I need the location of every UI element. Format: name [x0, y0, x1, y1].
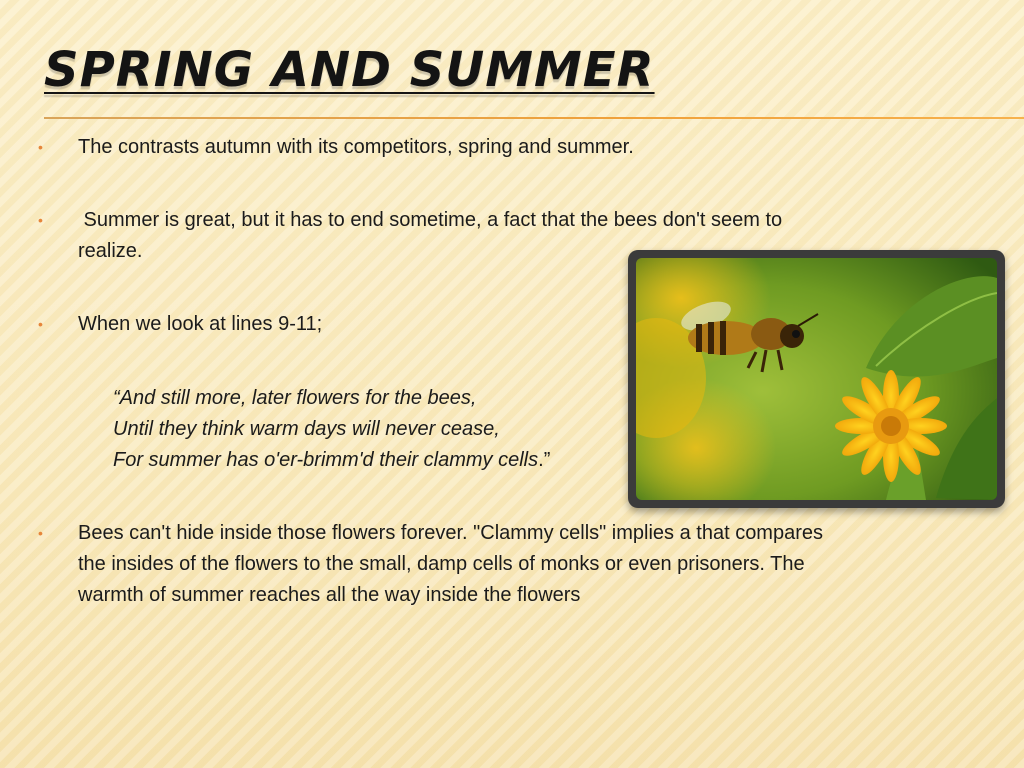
bullet-text: the insides of the flowers to the small, damp cells of monks or even prisoners. The: [78, 553, 805, 575]
quote-closing: .”: [538, 449, 551, 471]
bee-photo-frame: [628, 250, 1005, 508]
bullet-text: Bees can't hide inside those flowers forever. "Clammy cells" implies a that compares: [78, 522, 823, 544]
quote-line: Until they think warm days will never cease,: [113, 418, 500, 440]
quote-line: “And still more, later flowers for the bees,: [113, 387, 477, 409]
quote-line: [113, 445, 550, 476]
slide-title: SPRING AND SUMMER: [44, 42, 655, 98]
bullet-marker: •: [38, 316, 43, 332]
bee-flower-image: [636, 258, 997, 500]
poem-quote: [113, 383, 550, 476]
bullet-marker: •: [38, 139, 43, 155]
bullet-marker: •: [38, 525, 43, 541]
bullet-text: warmth of summer reaches all the way inside the flowers: [78, 584, 581, 606]
bullet-text: When we look at lines 9-11;: [78, 313, 323, 335]
bullet-marker: •: [38, 212, 43, 228]
bullet-text: The contrasts autumn with its competitors, spring and summer.: [78, 136, 634, 158]
bullet-text: Summer is great, but it has to end sometime, a fact that the bees don't seem to: [78, 209, 783, 231]
bullet-text: realize.: [78, 240, 143, 262]
quote-line-text: For summer has o'er-brimm'd their clammy cells: [113, 449, 539, 471]
